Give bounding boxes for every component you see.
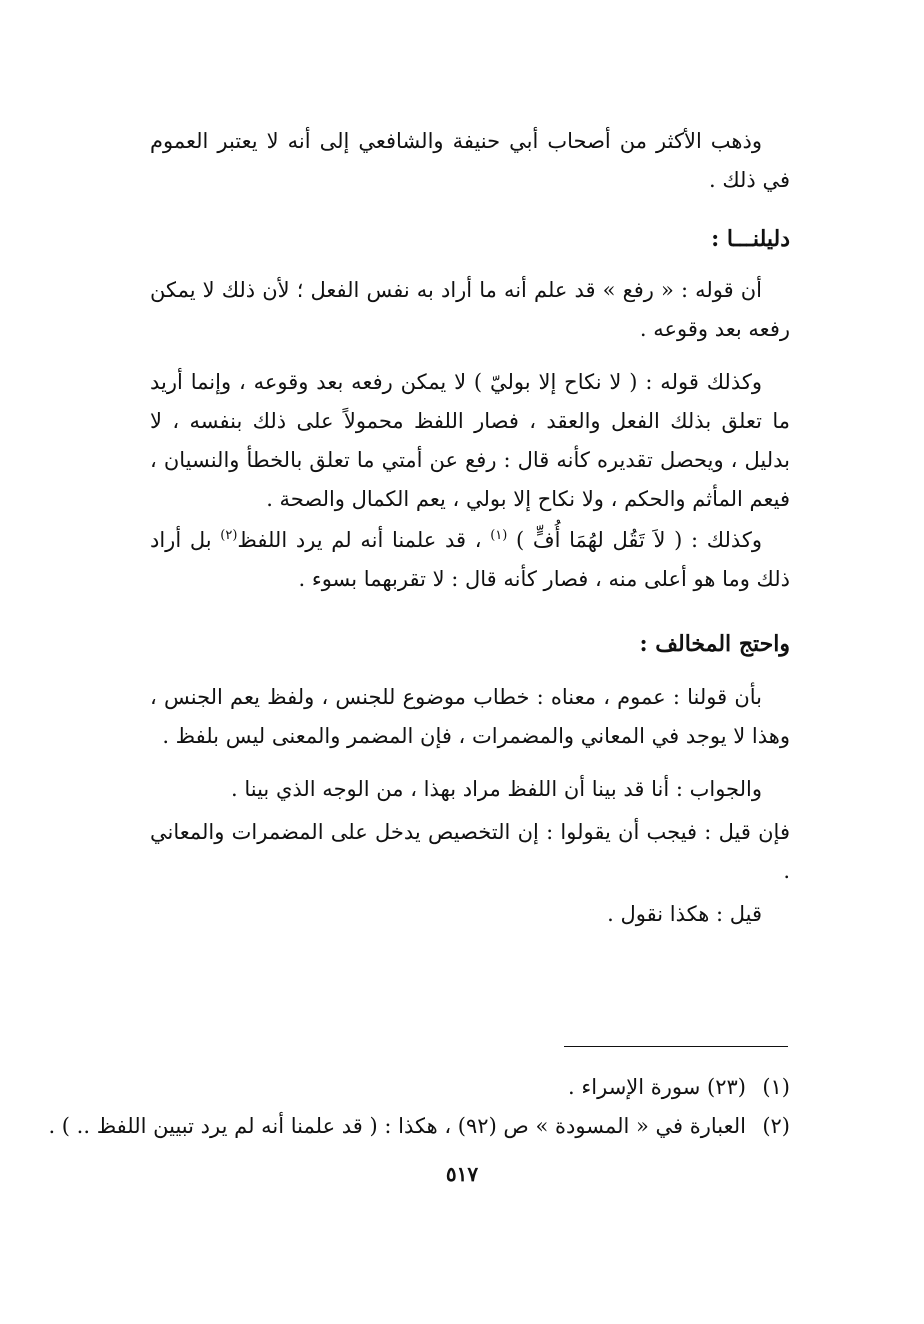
verse-quote: وكذلك : ( لاَ تَقُل لهُمَا أُفٍّ ) xyxy=(516,528,763,552)
footnote-1-text: (٢٣) سورة الإسراء . xyxy=(568,1075,746,1099)
footnote-1 xyxy=(150,1068,790,1107)
paragraph-uff-argument xyxy=(150,521,790,599)
heading-our-evidence: دليلنـــا : xyxy=(711,226,790,252)
paragraph-raf-argument: أن قوله : « رفع » قد علم أنه ما أراد به نفس الفعل ؛ لأن ذلك لا يمكن رفعه بعد وقوعه . xyxy=(150,278,790,341)
footnote-ref-2: (٢) xyxy=(220,528,238,543)
paragraph-uff-ending: بل أراد ذلك وما هو أعلى منه ، فصار كأنه قال : لا تقربهما بسوء . xyxy=(150,528,790,591)
paragraph-opponent-claim: بأن قولنا : عموم ، معناه : خطاب موضوع للجنس ، ولفظ يعم الجنس ، وهذا لا يوجد في المعاني والمضمرات ، فإن المضمر والمعنى ليس بلفظ . xyxy=(150,685,790,748)
paragraph-nikah-argument: وكذلك قوله : ( لا نكاح إلا بوليّ ) لا يمكن رفعه بعد وقوعه ، وإنما أريد ما تعلق بذلك الفعل والعقد ، فصار اللفظ محمولاً على ذلك بنفسه ، لا بدليل ، ويحصل تقديره كأنه قال : رفع عن أمتي ما تعلق بالخطأ والنسيان ، فيعم المأثم والحكم ، ولا نكاح إلا بولي ، يعم الكمال والصحة . xyxy=(150,370,790,511)
footnote-2 xyxy=(48,1107,790,1146)
paragraph-majority-view: وذهب الأكثر من أصحاب أبي حنيفة والشافعي إلى أنه لا يعتبر العموم في ذلك . xyxy=(150,129,790,192)
footnote-ref-1: (١) xyxy=(490,528,508,543)
footnote-2-text: العبارة في « المسودة » ص (٩٢) ، هكذا : ( قد علمنا أنه لم يرد تبيين اللفظ .. ) . xyxy=(48,1114,746,1138)
heading-opponent-argument: واحتج المخالف : xyxy=(639,631,790,657)
paragraph-objection: فإن قيل : فيجب أن يقولوا : إن التخصيص يدخل على المضمرات والمعاني . xyxy=(150,820,790,883)
paragraph-uff-continued: ، قد علمنا أنه لم يرد اللفظ xyxy=(237,528,482,552)
footnote-divider xyxy=(564,1046,788,1047)
footnote-1-number: (١) xyxy=(762,1075,790,1099)
page-number: ٥١٧ xyxy=(445,1162,479,1186)
paragraph-reply: قيل : هكذا نقول . xyxy=(607,902,762,926)
page-body xyxy=(150,122,790,934)
paragraph-answer: والجواب : أنا قد بينا أن اللفظ مراد بهذا ، من الوجه الذي بينا . xyxy=(231,777,762,801)
footnote-2-number: (٢) xyxy=(762,1114,790,1138)
footnotes xyxy=(48,1068,790,1146)
